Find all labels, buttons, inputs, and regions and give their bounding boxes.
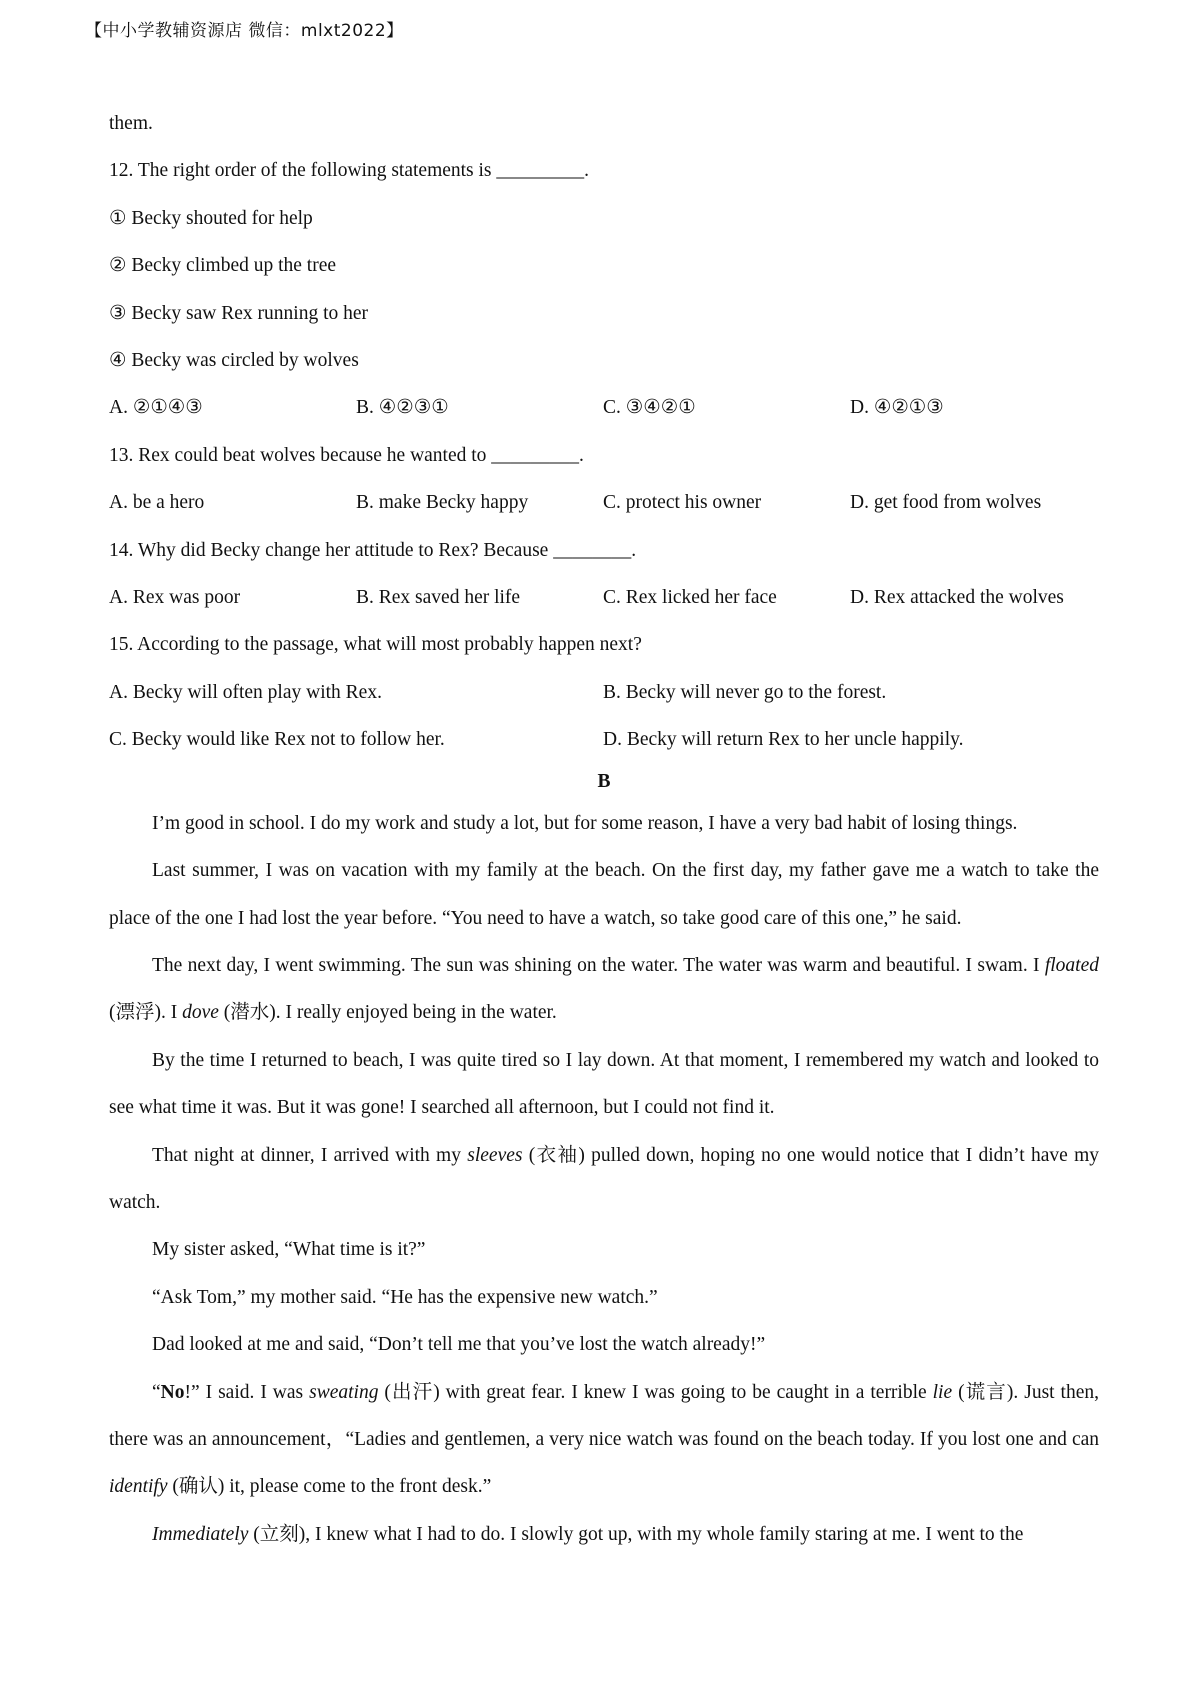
q14-option-d: D. Rex attacked the wolves: [850, 587, 1064, 609]
q12-statement-1: ① Becky shouted for help: [109, 207, 313, 229]
passage-paragraph-1: I’m good in school. I do my work and study a lot, but for some reason, I have a very bad habit of losing things.: [152, 812, 1018, 834]
q15-option-d: D. Becky will return Rex to her uncle happily.: [603, 729, 964, 751]
q12-option-c: C. ③④②①: [603, 397, 696, 419]
q14-option-c: C. Rex licked her face: [603, 587, 777, 609]
question-15-options-row-2: [109, 716, 1099, 763]
passage-paragraph-6: My sister asked, “What time is it?”: [152, 1239, 426, 1261]
emphasis-no: No: [160, 1381, 185, 1403]
passage-paragraph-10: Immediately (立刻), I knew what I had to do. I slowly got up, with my whole family staring at me. I went to the: [152, 1523, 1024, 1545]
passage-paragraph-9: “No!” I said. I was sweating (出汗) with great fear. I knew I was going to be caught in a terrible lie (谎言). Just then, there was an announcement，“Ladies and gentlemen, a very nice watch was found on the beach today. If you lost one and can identify (确认) it, please come to the front desk.”: [109, 1381, 1099, 1498]
vocab-identify: identify: [109, 1476, 168, 1498]
q12-statement-4: ④ Becky was circled by wolves: [109, 350, 359, 372]
vocab-sleeves: sleeves: [467, 1144, 523, 1166]
watermark-header: 【中小学教辅资源店 微信：mlxt2022】: [85, 21, 404, 41]
vocab-floated: floated: [1044, 954, 1099, 976]
vocab-lie: lie: [932, 1381, 953, 1403]
q13-option-c: C. protect his owner: [603, 492, 762, 514]
q13-option-d: D. get food from wolves: [850, 492, 1042, 514]
passage-paragraph-4: By the time I returned to beach, I was quite tired so I lay down. At that moment, I remembered my watch and looked to see what time it was. But it was gone! I searched all afternoon, but I could not find it.: [109, 1049, 1099, 1119]
q12-option-d: D. ④②①③: [850, 397, 944, 419]
q13-option-b: B. make Becky happy: [356, 492, 529, 514]
vocab-immediately: Immediately: [152, 1523, 249, 1545]
question-15-options-row-1: [109, 669, 1099, 716]
q14-option-b: B. Rex saved her life: [356, 587, 521, 609]
question-13-stem: 13. Rex could beat wolves because he wanted to _________.: [109, 444, 584, 466]
q12-option-a: A. ②①④③: [109, 397, 203, 419]
q12-option-b: B. ④②③①: [356, 397, 449, 419]
question-13-options: [109, 479, 1099, 526]
carryover-text: them.: [109, 113, 153, 134]
passage-paragraph-7: “Ask Tom,” my mother said. “He has the expensive new watch.”: [152, 1286, 658, 1308]
vocab-sweating: sweating: [309, 1381, 379, 1403]
passage-paragraph-2: Last summer, I was on vacation with my family at the beach. On the first day, my father gave me a watch to take the place of the one I had lost the year before. “You need to have a watch, so take good care of this one,” he said.: [109, 860, 1099, 929]
q15-option-c: C. Becky would like Rex not to follow her.: [109, 729, 445, 751]
q15-option-b: B. Becky will never go to the forest.: [603, 681, 887, 703]
vocab-dove: dove: [182, 1002, 219, 1024]
passage-paragraph-8: Dad looked at me and said, “Don’t tell me that you’ve lost the watch already!”: [152, 1334, 766, 1356]
q14-option-a: A. Rex was poor: [109, 587, 241, 609]
question-14-options: [109, 574, 1099, 621]
question-14-stem: 14. Why did Becky change her attitude to Rex? Because ________.: [109, 539, 637, 561]
question-15-stem: 15. According to the passage, what will most probably happen next?: [109, 634, 642, 656]
section-b-title: B: [597, 770, 611, 792]
q12-statement-3: ③ Becky saw Rex running to her: [109, 302, 369, 324]
page-content: [109, 100, 1099, 1558]
passage-paragraph-5: That night at dinner, I arrived with my sleeves (衣袖) pulled down, hoping no one would notice that I didn’t have my watch.: [109, 1144, 1099, 1213]
q12-statement-2: ② Becky climbed up the tree: [109, 255, 337, 277]
q13-option-a: A. be a hero: [109, 492, 205, 514]
question-12-options: [109, 384, 1099, 431]
q15-option-a: A. Becky will often play with Rex.: [109, 681, 382, 703]
question-12-stem: 12. The right order of the following statements is _________.: [109, 160, 590, 182]
passage-paragraph-3: The next day, I went swimming. The sun was shining on the water. The water was warm and beautiful. I swam. I floated (漂浮). I dove (潜水). I really enjoyed being in the water.: [109, 954, 1099, 1024]
